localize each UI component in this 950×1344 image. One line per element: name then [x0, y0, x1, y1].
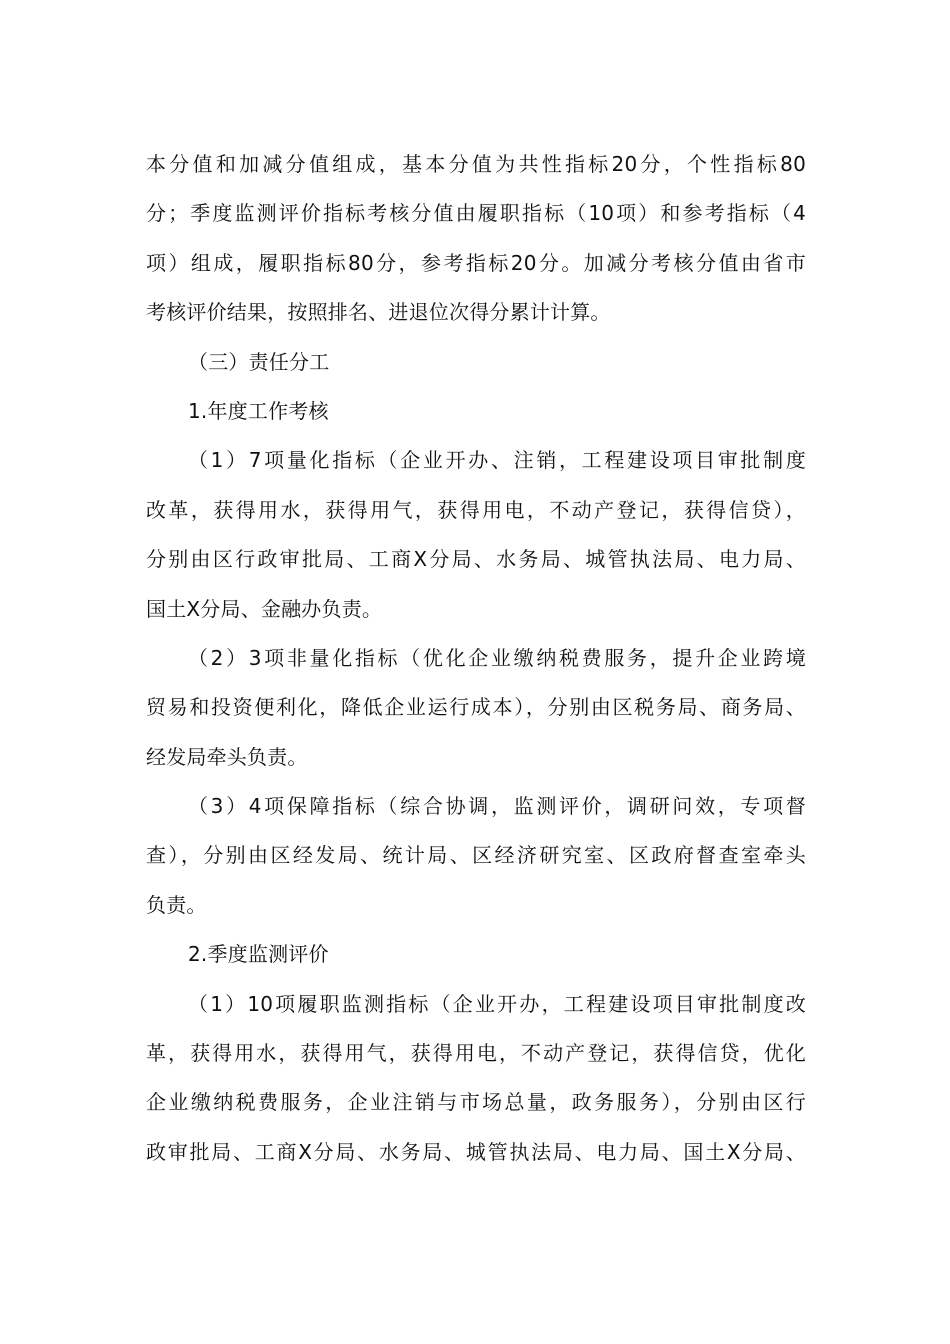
body-line-4: 考核评价结果，按照排名、进退位次得分累计计算。 [146, 300, 611, 325]
body-line-14: （3）4项保障指标（综合协调，监测评价，调研问效，专项督 [188, 794, 806, 819]
subsection-heading-annual: 1.年度工作考核 [188, 398, 329, 423]
body-line-11: （2）3项非量化指标（优化企业缴纳税费服务，提升企业跨境 [188, 645, 806, 670]
subsection-heading-quarterly: 2.季度监测评价 [188, 942, 329, 967]
body-line-15: 查），分别由区经发局、统计局、区经济研究室、区政府督查室牵头 [146, 843, 806, 868]
body-line-12: 贸易和投资便利化，降低企业运行成本），分别由区税务局、商务局、 [146, 695, 806, 720]
section-heading-responsibility: （三）责任分工 [188, 349, 330, 374]
body-line-10: 国土X分局、金融办负责。 [146, 596, 383, 621]
body-line-1: 本分值和加减分值组成，基本分值为共性指标20分，个性指标80 [146, 152, 806, 176]
body-line-13: 经发局牵头负责。 [146, 744, 308, 769]
body-line-7: （1）7项量化指标（企业开办、注销，工程建设项目审批制度 [188, 448, 806, 473]
document-body [146, 140, 806, 1177]
body-line-9: 分别由区行政审批局、工商X分局、水务局、城管执法局、电力局、 [146, 547, 806, 572]
body-line-20: 企业缴纳税费服务，企业注销与市场总量，政务服务），分别由区行 [146, 1090, 806, 1115]
body-line-8: 改革，获得用水，获得用气，获得用电，不动产登记，获得信贷）， [146, 497, 806, 522]
body-line-21: 政审批局、工商X分局、水务局、城管执法局、电力局、国土X分局、 [146, 1139, 806, 1164]
body-line-2: 分；季度监测评价指标考核分值由履职指标（10项）和参考指标（4 [146, 201, 806, 226]
body-line-16: 负责。 [146, 892, 207, 917]
body-line-19: 革，获得用水，获得用气，获得用电，不动产登记，获得信贷，优化 [146, 1041, 806, 1066]
body-line-18: （1）10项履职监测指标（企业开办，工程建设项目审批制度改 [188, 991, 806, 1016]
body-line-3: 项）组成，履职指标80分，参考指标20分。加减分考核分值由省市 [146, 250, 806, 275]
